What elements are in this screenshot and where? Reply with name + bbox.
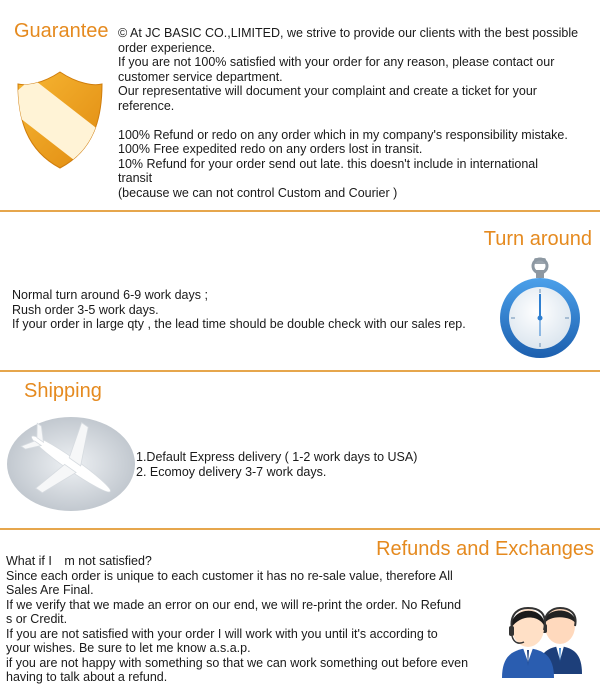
guarantee-heading: Guarantee [14,20,109,42]
shipping-heading: Shipping [24,380,102,402]
refunds-line: If you are not satisfied with your order I will work with you until it's according to [6,626,438,641]
turnaround-section [0,212,600,370]
turnaround-text [12,288,466,332]
guarantee-line: 100% Refund or redo on any order which in my company's responsibility mistake. [118,127,568,142]
guarantee-line: Our representative will document your complaint and create a ticket for your [118,84,537,98]
shipping-line: 1.Default Express delivery ( 1-2 work days to USA) [136,450,418,464]
guarantee-line: (because we can not control Custom and Courier ) [118,185,398,200]
refunds-line: s or Credit. [6,612,68,626]
guarantee-line: If you are not 100% satisfied with your order for any reason, please contact our [118,55,555,69]
guarantee-line [118,113,578,128]
shield-icon [12,68,108,172]
customer-service-icon [498,582,594,678]
shipping-line: 2. Ecomoy delivery 3-7 work days. [136,464,327,479]
refunds-line: If we verify that we made an error on our end, we will re-print the order. No Refund [6,597,462,612]
refunds-heading: Refunds and Exchanges [376,538,594,560]
refunds-line: What if I m not satisfied? [6,554,152,568]
shipping-section [0,372,600,530]
guarantee-line: © At JC BASIC CO.,LIMITED, we strive to provide our clients with the best possible [118,26,579,40]
guarantee-line: order experience. [118,40,216,55]
refunds-line: your wishes. Be sure to let me know a.s.a.p. [6,641,251,655]
turnaround-line: Normal turn around 6-9 work days ; [12,288,208,302]
guarantee-line: 100% Free expedited redo on any orders lost in transit. [118,142,423,156]
stopwatch-icon [498,256,582,364]
refunds-text [6,554,468,685]
refunds-line: Since each order is unique to each customer it has no re-sale value, therefore All [6,568,453,583]
guarantee-line: reference. [118,98,175,113]
turnaround-heading: Turn around [483,228,592,250]
refunds-line: Sales Are Final. [6,583,94,597]
refunds-section [0,530,600,700]
refunds-line: having to talk about a refund. [6,670,168,684]
shipping-text [136,450,417,479]
turnaround-line: Rush order 3-5 work days. [12,302,159,317]
turnaround-line: If your order in large qty , the lead time should be double check with our sales rep. [12,317,466,331]
refunds-line: if you are not happy with something so that we can work something out before even [6,655,469,670]
guarantee-text [118,26,578,200]
airplane-icon [6,416,136,512]
guarantee-line: transit [118,171,153,185]
guarantee-line: 10% Refund for your order send out late. this doesn't include in international [118,156,539,171]
guarantee-line: customer service department. [118,69,283,84]
guarantee-section [0,0,600,212]
